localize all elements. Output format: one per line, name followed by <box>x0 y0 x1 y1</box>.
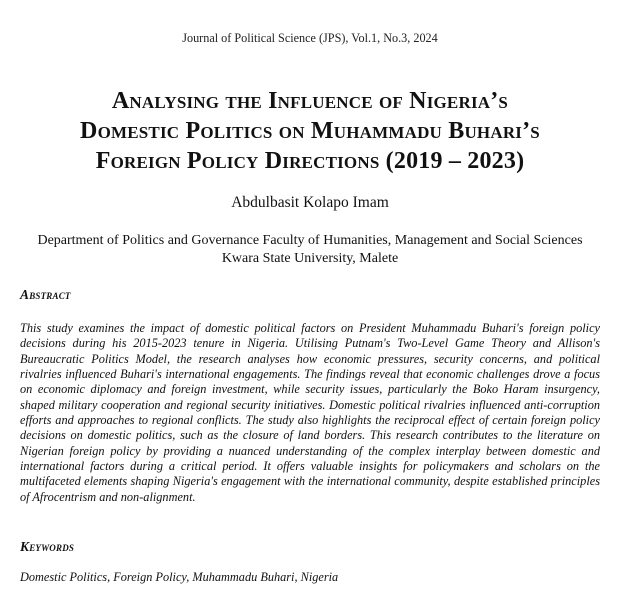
title-line: Analysing the Influence of Nigeria’s <box>111 88 509 114</box>
journal-header: Journal of Political Science (JPS), Vol.1, No.3, 2024 <box>182 31 438 45</box>
keywords-text: Domestic Politics, Foreign Policy, Muhammadu Buhari, Nigeria <box>20 570 339 584</box>
title-line: Foreign Policy Directions (2019 – 2023) <box>95 148 525 174</box>
keywords-heading: Keywords <box>20 539 75 554</box>
abstract-text: This study examines the impact of domestic political factors on President Muhammadu Buhari's foreign policy decisions during his 2015-2023 tenure in Nigeria. Utilising Putnam's Two-Level Game Theory and Allison's Bureaucratic Politics Model, the research analyses how economic pressures, security concerns, and political rivalries influenced Buhari's international engagements. The findings reveal that economic challenges drove a focus on economic diplomacy and foreign investment, while security issues, particularly the Boko Haram insurgency, shaped military cooperation and regional security initiatives. Domestic political rivalries influenced anti-corruption efforts and approaches to regional conflicts. The study also highlights the reciprocal effect of certain foreign policy decisions on domestic politics, such as the closure of land borders. This research contributes to the literature on Nigerian foreign policy by providing a nuanced understanding of the complex interplay between domestic and international factors during a critical period. It offers valuable insights for policymakers and scholars on the multifaceted elements shaping Nigeria's engagement with the international community, despite established principles of Afrocentrism and non-alignment. <box>20 321 600 504</box>
paper-title <box>0 86 620 176</box>
abstract-heading: Abstract <box>20 287 71 302</box>
author-name: Abdulbasit Kolapo Imam <box>231 194 389 211</box>
title-line: Domestic Politics on Muhammadu Buhari’s <box>80 118 540 144</box>
author-affiliation: Department of Politics and Governance Faculty of Humanities, Management and Social Sciences Kwara State University, Malete <box>37 233 583 266</box>
